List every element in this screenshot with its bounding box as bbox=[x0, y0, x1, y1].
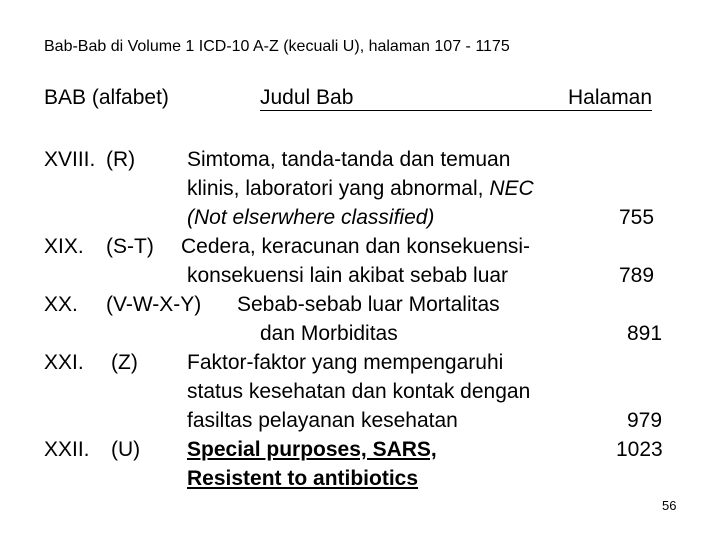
row-page-xxi: 979 bbox=[627, 409, 663, 432]
row-letters-xxii: (U) bbox=[111, 438, 141, 461]
row-roman-xxi: XXI. bbox=[44, 351, 84, 374]
row-title-line: Special purposes, SARS, bbox=[187, 438, 437, 461]
row-title-line: Simtoma, tanda-tanda dan temuan bbox=[187, 148, 511, 171]
row-title-line: Sebab-sebab luar Mortalitas bbox=[237, 293, 500, 316]
slide-number: 56 bbox=[662, 498, 677, 513]
row-roman-xxii: XXII. bbox=[44, 438, 90, 461]
header-halaman: Halaman bbox=[568, 86, 653, 109]
header-judul-label: Judul Bab bbox=[260, 86, 354, 109]
slide-title: Bab-Bab di Volume 1 ICD-10 A-Z (kecuali U), halaman 107 - 1175 bbox=[44, 38, 510, 55]
row-title-line: dan Morbiditas bbox=[260, 322, 398, 345]
row-letters-xix: (S-T) bbox=[106, 235, 154, 258]
header-bab: BAB (alfabet) bbox=[44, 86, 169, 109]
row-title-line: konsekuensi lain akibat sebab luar bbox=[187, 264, 509, 287]
row-title-line: Faktor-faktor yang mempengaruhi bbox=[187, 351, 504, 374]
row-letters-xxi: (Z) bbox=[111, 351, 138, 374]
row-title-line bbox=[187, 174, 534, 203]
row-letters-xx: (V-W-X-Y) bbox=[106, 293, 202, 316]
row-letters-xviii: (R) bbox=[106, 148, 136, 171]
row-title-line: Resistent to antibiotics bbox=[187, 467, 419, 490]
header-judul bbox=[260, 86, 569, 111]
row-title-text: klinis, laboratori yang abnormal, bbox=[187, 177, 484, 200]
row-roman-xviii: XVIII. bbox=[44, 148, 96, 171]
row-roman-xx: XX. bbox=[44, 293, 78, 316]
row-roman-xix: XIX. bbox=[44, 235, 84, 258]
row-page-xviii: 755 bbox=[619, 206, 655, 229]
row-page-xx: 891 bbox=[627, 322, 663, 345]
row-title-line: (Not elserwhere classified) bbox=[187, 206, 435, 229]
row-title-line: Cedera, keracunan dan konsekuensi- bbox=[181, 235, 531, 258]
row-page-xxii: 1023 bbox=[616, 438, 663, 461]
row-page-xix: 789 bbox=[619, 264, 655, 287]
row-title-line: fasiltas pelayanan kesehatan bbox=[187, 409, 458, 432]
row-title-abbrev: NEC bbox=[489, 177, 534, 200]
row-title-line: status kesehatan dan kontak dengan bbox=[187, 380, 531, 403]
